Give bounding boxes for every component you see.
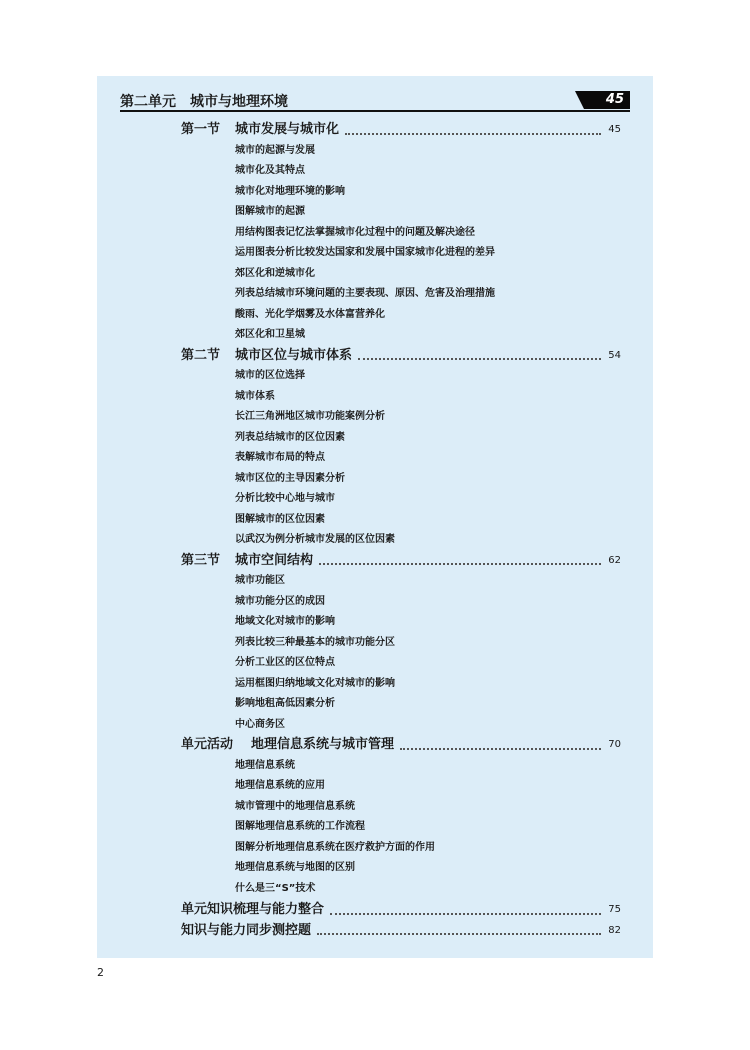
summary-title: 单元知识梳理与能力整合 [181, 902, 325, 917]
section-page: 45 [608, 124, 621, 135]
subtopic-item: 运用图表分析比较发达国家和发展中国家城市化进程的差异 [235, 247, 495, 258]
section-label: 第二节 [181, 347, 221, 363]
summary-page: 75 [608, 904, 621, 915]
section-entry [181, 346, 621, 366]
subtopic-item: 图解分析地理信息系统在医疗救护方面的作用 [235, 841, 435, 853]
summary-page: 82 [608, 924, 621, 936]
leader-dots [330, 912, 601, 915]
subtopic-item: 以武汉为例分析城市发展的区位因素 [235, 534, 395, 545]
subtopic-item: 运用框图归纳地域文化对城市的影响 [235, 677, 395, 689]
subtopic-item: 中心商务区 [235, 718, 285, 730]
section-entry [181, 120, 621, 140]
section-page: 70 [608, 739, 621, 750]
page-number: 2 [97, 966, 104, 979]
subtopic-item: 城市管理中的地理信息系统 [235, 800, 355, 812]
subtopic-item: 城市功能分区的成因 [235, 595, 325, 607]
subtopic-item: 地理信息系统的应用 [235, 780, 325, 791]
subtopic-item: 分析工业区的区位特点 [235, 657, 335, 668]
section-title: 城市空间结构 [235, 552, 314, 568]
subtopic-item: 表解城市布局的特点 [235, 452, 325, 463]
subtopic-item: 长江三角洲地区城市功能案例分析 [235, 411, 385, 422]
section-label: 单元活动 [181, 737, 234, 752]
section-title: 城市发展与城市化 [235, 122, 340, 137]
subtopic-item: 城市化对地理环境的影响 [235, 185, 345, 197]
leader-dots [358, 357, 601, 360]
section-label: 第三节 [181, 552, 221, 568]
subtopic-item: 城市化及其特点 [235, 165, 305, 176]
summary-title: 知识与能力同步测控题 [181, 922, 312, 938]
summary-entry [181, 921, 621, 941]
subtopic-item: 地理信息系统与地图的区别 [235, 862, 355, 873]
subtopic-item: 郊区化和逆城市化 [235, 267, 315, 279]
leader-dots [400, 747, 601, 750]
section-title: 地理信息系统与城市管理 [251, 737, 395, 752]
section-title: 城市区位与城市体系 [235, 347, 353, 363]
subtopic-item: 城市的起源与发展 [235, 144, 315, 156]
subtopic-item: 列表比较三种最基本的城市功能分区 [235, 636, 395, 648]
leader-dots [345, 132, 601, 135]
subtopic-item: 分析比较中心地与城市 [235, 493, 335, 504]
subtopic-item: 什么是三“S”技术 [235, 882, 316, 894]
subtopic-item: 城市体系 [235, 390, 275, 402]
leader-dots [319, 562, 601, 565]
leader-dots [317, 932, 601, 935]
subtopic-item: 影响地租高低因素分析 [235, 698, 335, 709]
subtopic-item: 用结构图表记忆法掌握城市化过程中的问题及解决途径 [235, 226, 475, 238]
unit-header [120, 92, 630, 112]
subtopic-item: 图解地理信息系统的工作流程 [235, 821, 365, 832]
subtopic-item: 城市的区位选择 [235, 370, 305, 381]
section-entry [181, 551, 621, 571]
section-page: 62 [608, 554, 621, 566]
summary-entry [181, 900, 621, 920]
subtopic-item: 地域文化对城市的影响 [235, 616, 335, 627]
unit-page-badge: 45 [584, 91, 630, 109]
unit-title: 第二单元 城市与地理环境 [120, 94, 288, 110]
subtopic-item: 城市功能区 [235, 575, 285, 586]
contents-panel [97, 76, 653, 958]
section-entry [181, 735, 621, 755]
subtopic-item: 城市区位的主导因素分析 [235, 472, 345, 484]
section-page: 54 [608, 349, 621, 361]
subtopic-item: 地理信息系统 [235, 759, 295, 771]
section-label: 第一节 [181, 122, 221, 137]
subtopic-item: 图解城市的区位因素 [235, 513, 325, 525]
subtopic-item: 酸雨、光化学烟雾及水体富营养化 [235, 308, 385, 320]
subtopic-item: 列表总结城市的区位因素 [235, 431, 345, 443]
subtopic-item: 图解城市的起源 [235, 206, 305, 217]
subtopic-item: 郊区化和卫星城 [235, 329, 305, 340]
subtopic-item: 列表总结城市环境问题的主要表现、原因、危害及治理措施 [235, 288, 495, 299]
